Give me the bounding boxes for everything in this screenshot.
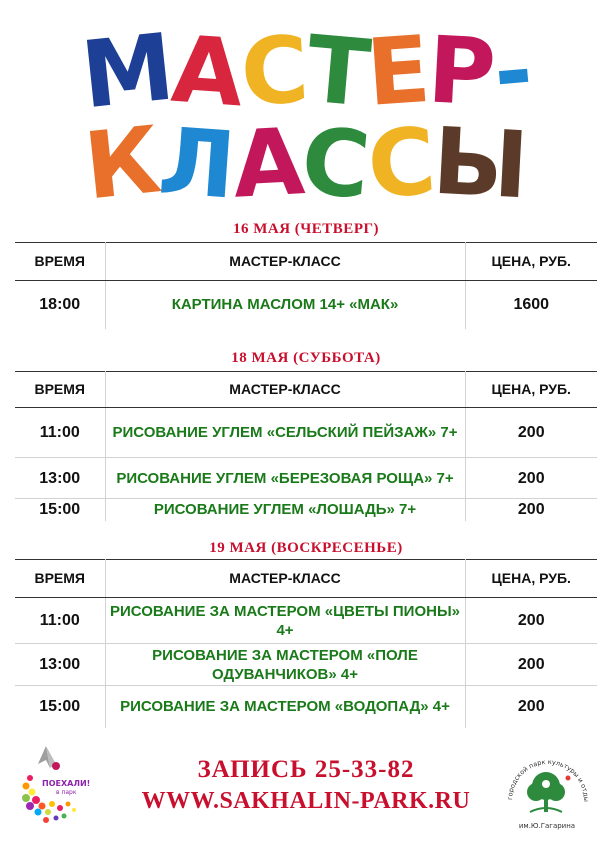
title-letter: Р xyxy=(425,16,497,127)
column-header-class: МАСТЕР-КЛАСС xyxy=(105,372,465,408)
title-letter: К xyxy=(79,106,164,221)
day-heading: 18 МАЯ (СУББОТА) xyxy=(231,350,381,366)
poekhali-logo xyxy=(16,738,96,830)
poekhali-logo-text: ПОЕХАЛИ! xyxy=(42,779,91,788)
tree-icon xyxy=(527,772,571,812)
column-header-time: ВРЕМЯ xyxy=(15,372,105,408)
class-cell: КАРТИНА МАСЛОМ 14+ «МАК» xyxy=(105,281,465,329)
column-header-class: МАСТЕР-КЛАСС xyxy=(105,560,465,598)
table-header-row xyxy=(15,560,597,598)
table-header-row xyxy=(15,372,597,408)
title-letter: Е xyxy=(363,16,432,127)
price-cell: 200 xyxy=(465,598,597,644)
title-letter: Ы xyxy=(430,107,530,220)
table-row xyxy=(15,408,597,458)
poekhali-logo-subtext: в парк xyxy=(56,789,77,796)
table-row xyxy=(15,281,597,329)
table-row xyxy=(15,499,597,521)
class-cell: РИСОВАНИЕ УГЛЕМ «ЛОШАДЬ» 7+ xyxy=(105,499,465,521)
column-header-price: ЦЕНА, РУБ. xyxy=(465,243,597,281)
table-header-row xyxy=(15,243,597,281)
table-row xyxy=(15,458,597,499)
title-letter: С xyxy=(364,107,437,220)
title-letter: М xyxy=(76,13,178,130)
time-cell: 15:00 xyxy=(15,499,105,521)
class-cell: РИСОВАНИЕ УГЛЕМ «СЕЛЬСКИЙ ПЕЙЗАЖ» 7+ xyxy=(105,408,465,458)
title-letter: - xyxy=(488,16,535,127)
time-cell: 11:00 xyxy=(15,598,105,644)
class-cell: РИСОВАНИЕ УГЛЕМ «БЕРЕЗОВАЯ РОЩА» 7+ xyxy=(105,458,465,499)
column-header-price: ЦЕНА, РУБ. xyxy=(465,560,597,598)
title-letter: А xyxy=(230,108,305,219)
day-heading: 16 МАЯ (ЧЕТВЕРГ) xyxy=(232,221,380,237)
class-cell: РИСОВАНИЕ ЗА МАСТЕРОМ «ВОДОПАД» 4+ xyxy=(105,686,465,728)
day-heading: 19 МАЯ (ВОСКРЕСЕНЬЕ) xyxy=(209,540,403,556)
gagarin-park-logo xyxy=(500,740,595,835)
time-cell: 11:00 xyxy=(15,408,105,458)
title-letter: С xyxy=(238,16,310,127)
signup-phone: ЗАПИСЬ 25-33-82 xyxy=(197,756,415,783)
schedule-table xyxy=(15,242,597,329)
price-cell: 200 xyxy=(465,499,597,521)
time-cell: 18:00 xyxy=(15,281,105,329)
title-letter: С xyxy=(297,107,373,220)
title-letter: Л xyxy=(154,107,237,220)
table-row xyxy=(15,644,597,686)
column-header-time: ВРЕМЯ xyxy=(15,560,105,598)
price-cell: 200 xyxy=(465,458,597,499)
table-row xyxy=(15,686,597,728)
price-cell: 1600 xyxy=(465,281,597,329)
title-line-2 xyxy=(0,106,612,221)
time-cell: 13:00 xyxy=(15,458,105,499)
time-cell: 13:00 xyxy=(15,644,105,686)
title-letter: А xyxy=(168,15,245,128)
gagarin-park-arc-text: городской парк культуры и отды xyxy=(505,757,591,802)
column-header-time: ВРЕМЯ xyxy=(15,243,105,281)
price-cell: 200 xyxy=(465,408,597,458)
column-header-class: МАСТЕР-КЛАСС xyxy=(105,243,465,281)
title-letter: Т xyxy=(301,15,372,128)
gagarin-park-name: им.Ю.Гагарина xyxy=(518,822,576,830)
schedule-table xyxy=(15,371,597,521)
column-header-price: ЦЕНА, РУБ. xyxy=(465,372,597,408)
time-cell: 15:00 xyxy=(15,686,105,728)
website-link[interactable]: WWW.SAKHALIN-PARK.RU xyxy=(141,788,471,814)
price-cell: 200 xyxy=(465,644,597,686)
price-cell: 200 xyxy=(465,686,597,728)
schedule-table xyxy=(15,559,597,728)
table-row xyxy=(15,598,597,644)
class-cell: РИСОВАНИЕ ЗА МАСТЕРОМ «ПОЛЕ ОДУВАНЧИКОВ» 4+ xyxy=(105,644,465,686)
class-cell: РИСОВАНИЕ ЗА МАСТЕРОМ «ЦВЕТЫ ПИОНЫ» 4+ xyxy=(105,598,465,644)
